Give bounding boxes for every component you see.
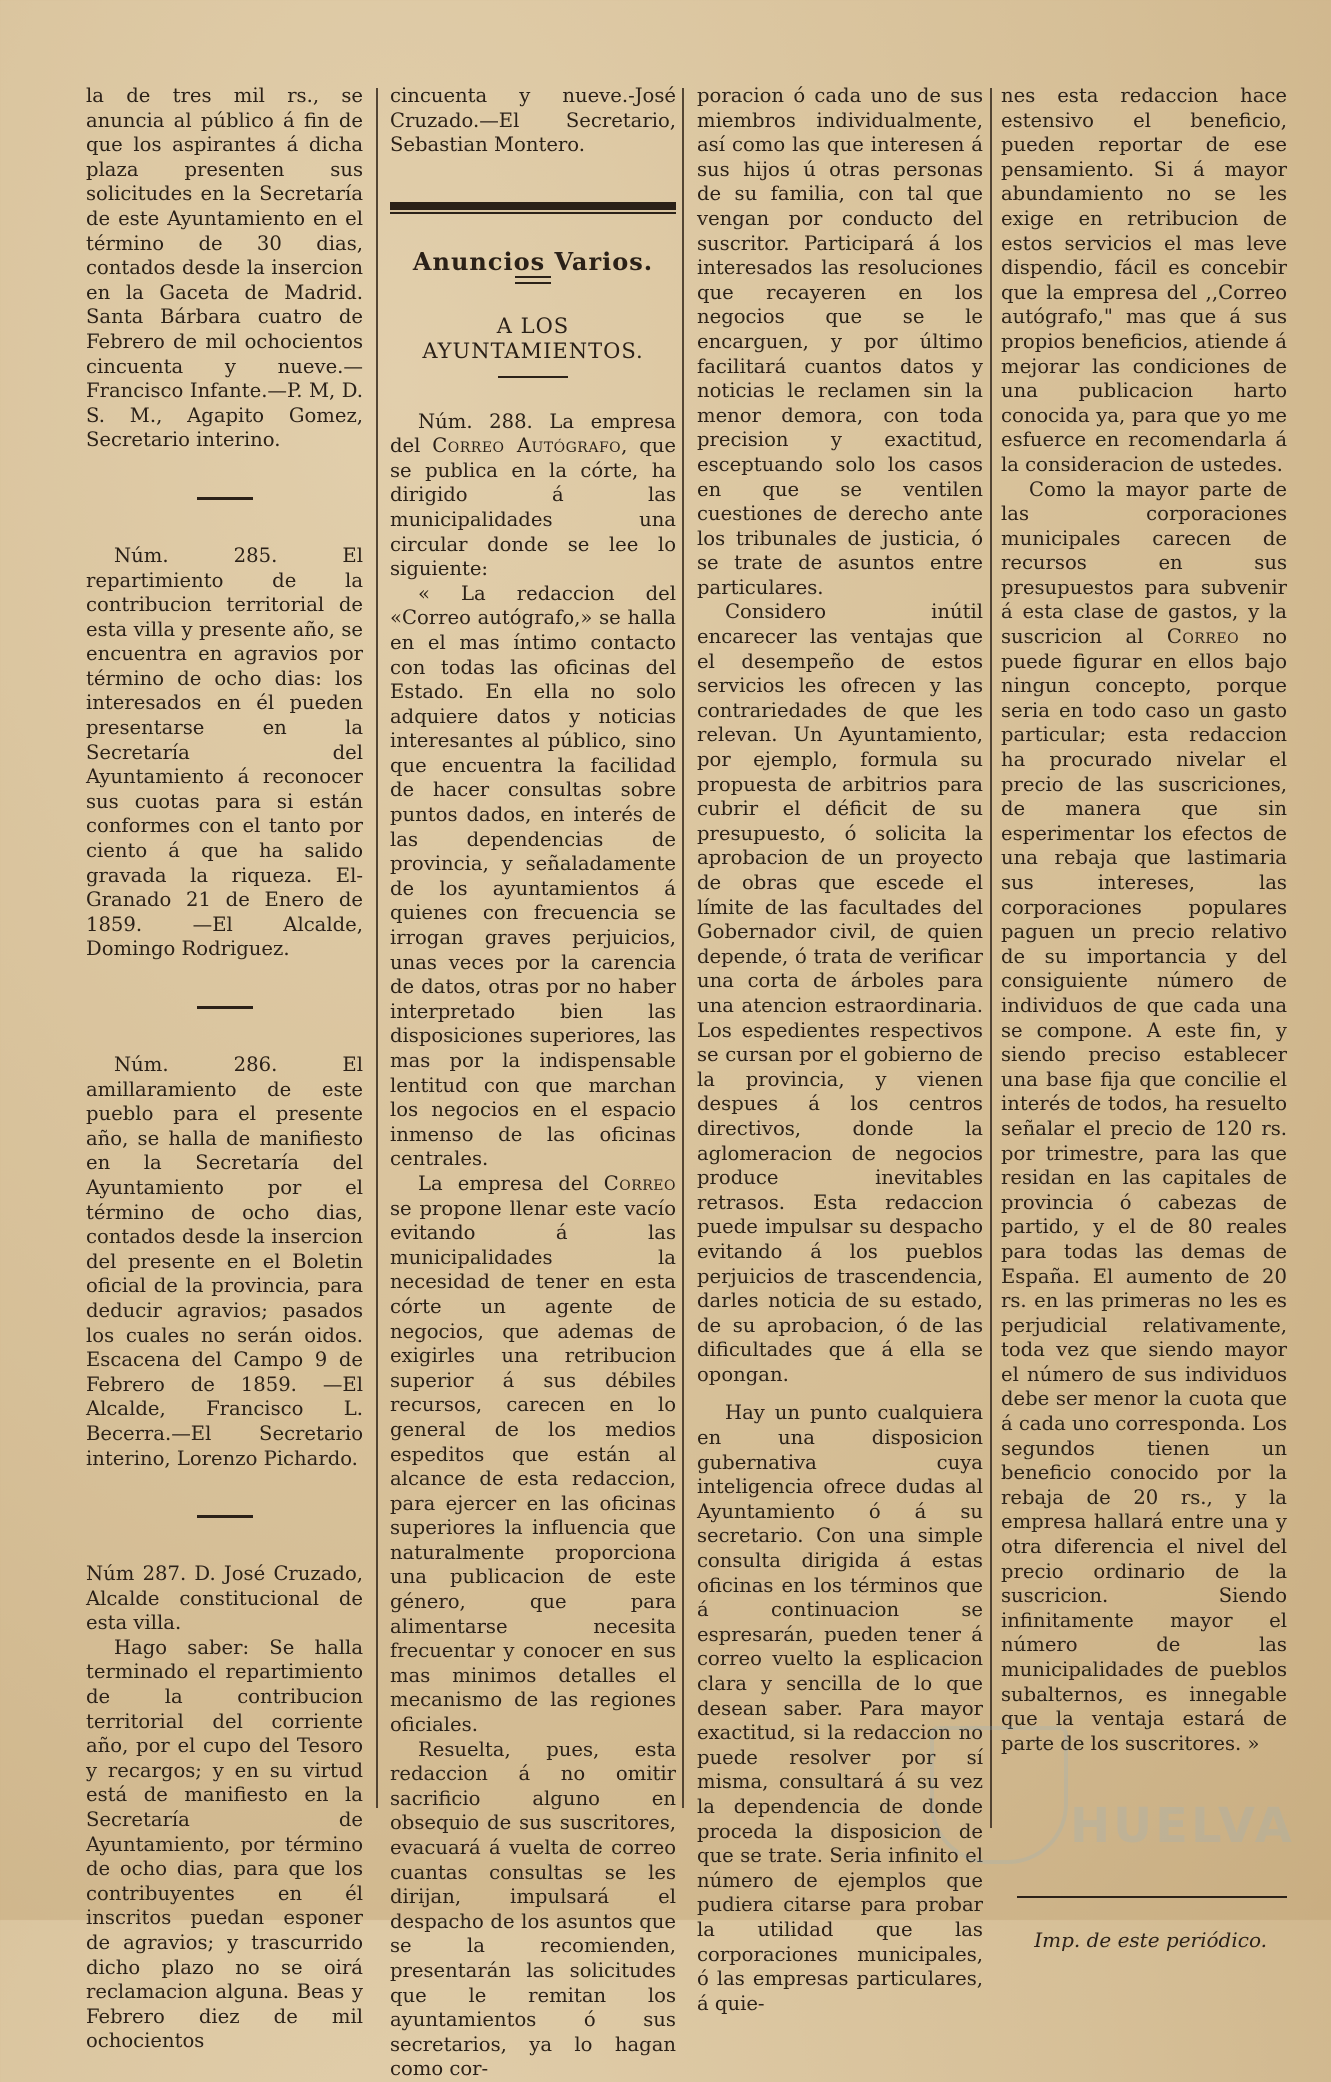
publication-name: Correo xyxy=(603,1171,676,1195)
short-rule xyxy=(498,376,568,378)
column-2 xyxy=(390,84,676,2082)
column-divider xyxy=(990,88,992,1828)
section-rule xyxy=(390,202,676,210)
paragraph xyxy=(390,1172,676,1738)
publication-name: Correo Autógrafo xyxy=(432,434,622,458)
column-1 xyxy=(86,84,363,2054)
column-divider xyxy=(682,88,684,1808)
notice-288-text: Núm. 288. La empresa del xyxy=(390,409,676,458)
notice-285: Núm. 285. El repartimiento de la contribucion territorial de esta villa y presente año, se encuentra en agravios por término de ocho dias: los interesados en él pueden presentarse en la Secretaría del Ayuntamiento á reconocer sus cuotas para si están conformes con el tanto por ciento á que ha salido gravada la riqueza. El-Granado 21 de Enero de 1859. —El Alcalde, Domingo Rodriguez. xyxy=(86,543,363,961)
shield-icon xyxy=(930,1726,1068,1864)
paragraph: la de tres mil rs., se anuncia al público á fin de que los aspirantes á dicha plaza presenten sus solicitudes en la Secretaría de este Ayuntamiento en el término de 30 dias, contados desde la insercion en la Gaceta de Madrid. Santa Bárbara cuatro de Febrero de mil ochocientos cincuenta y nueve.— Francisco Infante.—P. M, D. S. M., Agapito Gomez, Secretario interino. xyxy=(86,84,363,452)
separator xyxy=(197,1515,253,1518)
text: Como la mayor parte de las corporaciones municipales carecen de recursos en sus presupuestos para subvenir á esta clase de gastos, y la suscricion al xyxy=(1001,477,1287,649)
paragraph: poracion ó cada uno de sus miembros individualmente, así como las que interesen á sus hijos ú otras personas de su familia, con tal que vengan por conducto del suscritor. Participará á los interesados las resoluciones que recayeren en los negocios que se le encarguen, y por último facilitará cuantos datos y noticias le reclamen sin la menor demora, con toda precision y exactitud, esceptuando solo los casos en que se ventilen cuestiones de derecho ante los tribunales de justicia, ó se trate de asuntos entre particulares. xyxy=(697,84,983,599)
text: se propone llenar este vacío evitando á las municipalidades la necesidad de tener en esta córte un agente de negocios, que ademas de exigirles una retribucion superior á sus débiles recursos, carecen en lo general de los medios espeditos que están al alcance de esta redaccion, para ejercer en las oficinas superiores la influencia que naturalmente proporciona una publicacion de este género, que para alimentarse necesita frecuentar y conocer en sus mas minimos detalles el mecanismo de las regiones oficiales. xyxy=(390,1196,676,1737)
paragraph: Considero inútil encarecer las ventajas que el desempeño de estos servicios les ofrecen y las contrariedades de que les relevan. Un Ayuntamiento, por ejemplo, formula su propuesta de arbitrios para cubrir el déficit de su presupuesto, ó solicita la aprobacion de un proyecto de obras que escede el límite de las facultades del Gobernador civil, de quien depende, ó trata de verificar una corta de árboles para una atencion estraordinaria. Los espedientes respectivos se cursan por el gobierno de la provincia, y vienen despues á los centros directivos, donde la aglomeracion de negocios produce inevitables retrasos. Esta redaccion puede impulsar su despacho evitando á los pueblos perjuicios de trascendencia, darles noticia de su estado, de su aprobacion, ó de las dificultades que á ella se opongan. xyxy=(697,600,983,1386)
paragraph xyxy=(1001,478,1287,1757)
text: no puede figurar en ellos bajo ningun concepto, porque seria en todo caso un gasto particular; esta redaccion ha procurado nivelar el precio de las suscriciones, de manera que sin esperimentar los efectos de una rebaja que lastimaria sus intereses, las corporaciones populares paguen un precio relativo de su importancia y del consiguiente número de individuos de que cada una se compone. A este fin, y siendo preciso establecer una base fija que concilie el interés de todos, ha resuelto señalar el precio de 120 rs. por trimestre, para las que residan en las capitales de provincia ó cabezas de partido, y el de 80 reales para todas las demas de España. El aumento de 20 rs. en las primeras no les es perjudicial relativamente, toda vez que siendo mayor el número de sus individuos debe ser menor la cuota que á cada uno corresponda. Los segundos tienen un beneficio conocido por la rebaja de 20 rs., y la empresa hallará entre una y otra diferencia el nivel del precio ordinario de la suscricion. Siendo infinitamente mayor el número de las municipalidades de pueblos subalternos, es innegable que la ventaja estará de parte de los suscritores. » xyxy=(1001,625,1288,1755)
column-divider xyxy=(376,88,378,1808)
imprint: Imp. de este periódico. xyxy=(1034,1928,1267,1953)
paragraph: Hay un punto cualquiera en una disposicion gubernativa cuya inteligencia ofrece dudas al Ayuntamiento ó á su secretario. Con una simple consulta dirigida á estas oficinas en los términos que á continuacion se espresarán, pueden tener á correo vuelto la esplicacion clara y sencilla de lo que desean saber. Para mayor exactitud, si la redaccion no puede resolver por sí misma, consultará á su vez la dependencia de donde proceda la disposicion de que se trate. Seria infinito el número de ejemplos que pudiera citarse para probar la utilidad que las corporaciones municipales, ó las empresas particulares, á quie- xyxy=(697,1401,983,2015)
notice-287-body: Hago saber: Se halla terminado el repartimiento de la contribucion territorial del corriente año, por el cupo del Tesoro y recargos; y en su virtud está de manifiesto en la Secretaría de Ayuntamiento, por término de ocho dias, para que los contribuyentes en él inscritos puedan esponer de agravios; y trascurrido dicho plazo no se oirá reclamacion alguna. Beas y Febrero diez de mil ochocientos xyxy=(86,1635,363,2053)
section-title: Anuncios Varios. xyxy=(412,246,654,276)
text: La empresa del xyxy=(418,1171,589,1195)
separator xyxy=(197,497,253,500)
notice-288 xyxy=(390,410,676,582)
subsection-title: A LOS AYUNTAMIENTOS. xyxy=(422,314,644,363)
notice-288-text-cont: , que se publica en la córte, ha dirigido á las municipalidades una circular donde se lee lo siguiente: xyxy=(390,434,676,581)
column-4 xyxy=(1001,84,1287,1953)
library-watermark xyxy=(920,1720,1295,1860)
paragraph: « La redaccion del «Correo autógrafo,» se halla en el mas íntimo contacto con todas las oficinas del Estado. En ella no solo adquiere datos y noticias interesantes al público, sino que encuentra la facilidad de hacer consultas sobre puntos dados, en interés de las dependencias de provincia, y señaladamente de los ayuntamientos á quienes con frecuencia se irrogan graves perjuicios, unas veces por la carencia de datos, otras por no haber interpretado bien las disposiciones superiores, las mas por la indispensable lentitud con que marchan los negocios en el espacio inmenso de las oficinas centrales. xyxy=(390,581,676,1171)
notice-286: Núm. 286. El amillaramiento de este pueblo para el presente año, se halla de manifiesto en la Secretaría del Ayuntamiento por el término de ocho dias, contados desde la insercion del presente en el Boletin oficial de la provincia, para deducir agravios; pasados los cuales no serán oidos. Escacena del Campo 9 de Febrero de 1859. —El Alcalde, Francisco L. Becerra.—El Secretario interino, Lorenzo Pichardo. xyxy=(86,1053,363,1470)
publication-name: Correo xyxy=(1166,625,1240,649)
imprint-rule xyxy=(1017,1896,1287,1898)
paragraph: nes esta redaccion hace estensivo el beneficio, pueden reportar de ese pensamiento. Si á mayor abundamiento no se les exige en retribucion de estos servicios el mas leve dispendio, fácil es concebir que la empresa del ,,Correo autógrafo," mas que á sus propios beneficios, atiende á mejorar las condiciones de una publicacion harto conocida ya, para que yo me esfuerce en recomendarla á la consideracion de ustedes. xyxy=(1001,84,1287,476)
paragraph: Resuelta, pues, esta redaccion á no omitir sacrificio alguno en obsequio de sus suscritores, evacuará á vuelta de correo cuantas consultas se les dirijan, impulsará el despacho de los asuntos que se la recomienden, presentarán las solicitudes que le remitan los ayuntamientos ó sus secretarios, ya lo hagan como cor- xyxy=(390,1737,676,2081)
separator xyxy=(197,1006,253,1009)
paragraph: cincuenta y nueve.-José Cruzado.—El Secretario, Sebastian Montero. xyxy=(390,84,676,157)
double-rule xyxy=(515,276,551,284)
watermark-text: HUELVA xyxy=(1070,1798,1295,1854)
notice-287-heading: Núm 287. D. José Cruzado, Alcalde constitucional de esta villa. xyxy=(86,1562,363,1635)
